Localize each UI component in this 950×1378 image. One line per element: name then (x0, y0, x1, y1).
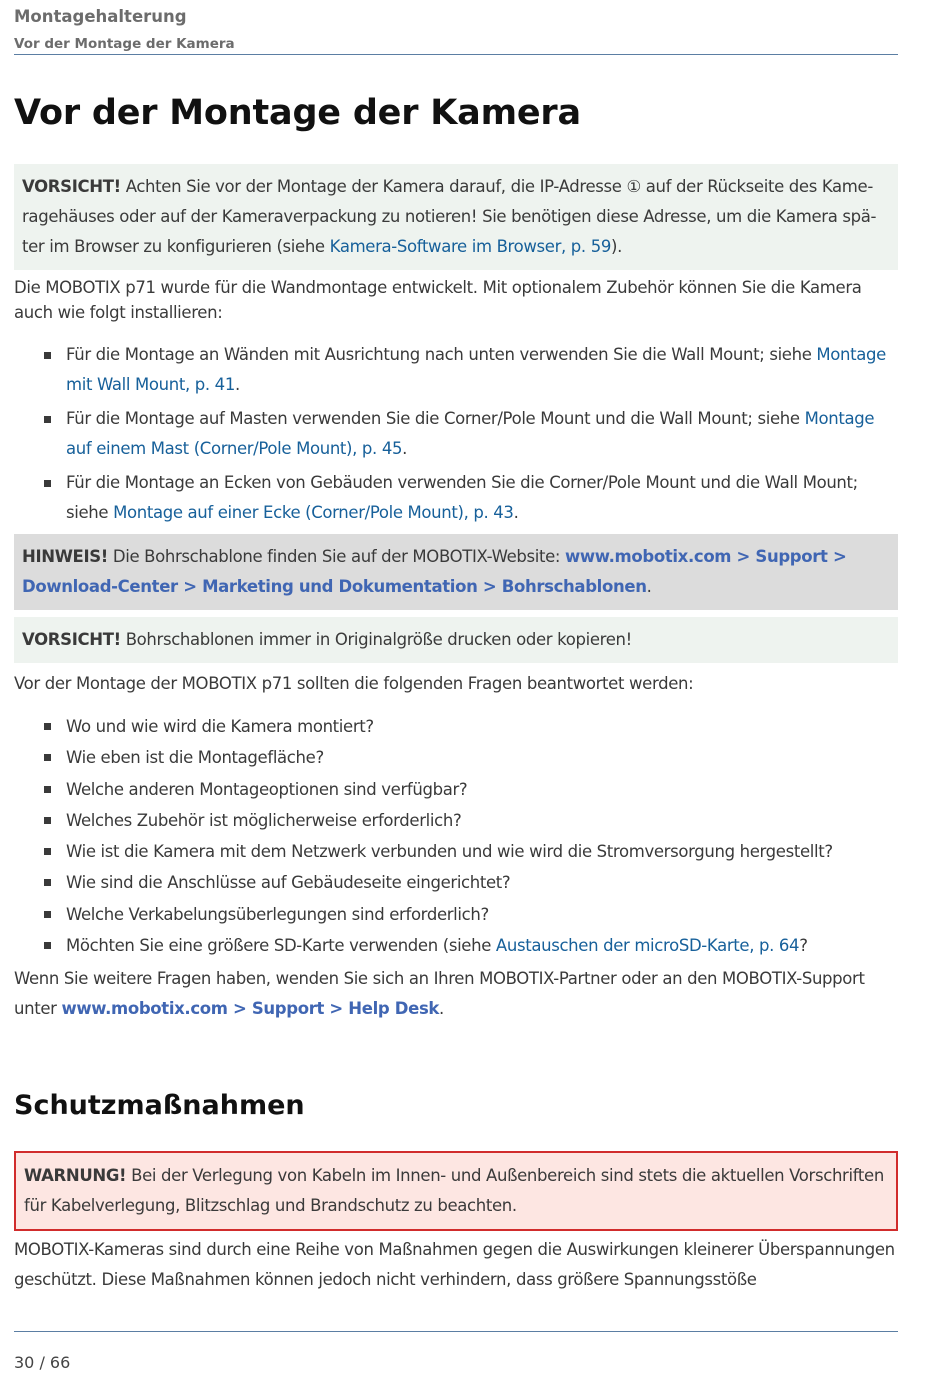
list-item-end: . (513, 503, 519, 522)
note-box-drill-template (14, 534, 898, 610)
list-item-text: Möchten Sie eine größere SD-Karte verwenden (siehe (66, 936, 496, 956)
bullet-icon (44, 786, 51, 793)
header-divider (14, 54, 898, 55)
bullet-icon (44, 723, 51, 730)
running-header-section: Vor der Montage der Kamera (14, 36, 235, 52)
list-item (14, 930, 898, 961)
list-item (14, 742, 898, 773)
mount-options-list (14, 340, 898, 528)
bullet-icon (44, 352, 51, 359)
warning-label: WARNUNG! (24, 1166, 127, 1185)
caution-label: VORSICHT! (22, 177, 121, 196)
list-item (14, 899, 898, 930)
bullet-icon (44, 754, 51, 761)
section-title: Schutzmaßnahmen (14, 1090, 305, 1121)
caution-text-cont: auf der Rückseite des Kameragehäuses oder auf der Kameraverpackung zu notieren! Sie benötigen diese Adresse, um die Kamera später im Browser zu konfigurieren (siehe (22, 177, 877, 256)
bullet-icon (44, 879, 51, 886)
bullet-icon (44, 848, 51, 855)
list-item-text: Wie eben ist die Montagefläche? (66, 748, 324, 768)
note-label: HINWEIS! (22, 547, 108, 566)
note-text: Die Bohrschablone finden Sie auf der MOBOTIX-Website: (107, 547, 566, 566)
list-item-text: Welche Verkabelungsüberlegungen sind erforderlich? (66, 904, 489, 924)
footer-divider (14, 1331, 898, 1332)
list-item (14, 805, 898, 836)
link-corner-mount[interactable]: Montage auf einer Ecke (Corner/Pole Mount), p. 43 (113, 503, 514, 522)
link-drill-template[interactable]: www.mobotix.com > Support > Download-Center > Marketing und Dokumentation > Bohrschablonen (22, 547, 847, 596)
bullet-icon (44, 817, 51, 824)
questions-intro: Vor der Montage der MOBOTIX p71 sollten die folgenden Fragen beantwortet werden: (14, 674, 694, 693)
caution-text: Achten Sie vor der Montage der Kamera darauf, die IP-Adresse (120, 177, 627, 196)
support-text-end: . (439, 999, 444, 1018)
intro-paragraph: Die MOBOTIX p71 wurde für die Wandmontage entwickelt. Mit optionalem Zubehör können Sie die Kamera auch wie folgt installieren: (14, 278, 862, 322)
support-paragraph (14, 964, 898, 1024)
questions-list (14, 711, 898, 961)
page-title: Vor der Montage der Kamera (14, 93, 581, 133)
caution-label: VORSICHT! (22, 630, 121, 649)
list-item-text: Wie ist die Kamera mit dem Netzwerk verbunden und wie wird die Stromversorgung hergestellt? (66, 842, 833, 862)
caution-text-end: ). (611, 237, 622, 256)
list-item (14, 711, 898, 742)
list-item (14, 340, 898, 400)
list-item-text: Welches Zubehör ist möglicherweise erforderlich? (66, 810, 462, 830)
link-pole-mount[interactable]: Montage auf einem Mast (Corner/Pole Mount), p. 45 (66, 409, 875, 458)
list-item-text: Welche anderen Montageoptionen sind verfügbar? (66, 779, 468, 799)
list-item-end: . (234, 375, 240, 394)
link-microsd[interactable]: Austauschen der microSD-Karte, p. 64 (495, 936, 800, 956)
list-item-end: ? (799, 936, 808, 956)
warning-text: Bei der Verlegung von Kabeln im Innen- und Außenbereich sind stets die aktuellen Vorschriften für Kabelverlegung, Blitzschlag und Brandschutz zu beachten. (24, 1166, 884, 1215)
link-kamera-software[interactable]: Kamera-Software im Browser, p. 59 (329, 237, 611, 256)
link-help-desk[interactable]: www.mobotix.com > Support > Help Desk (61, 999, 440, 1018)
note-text-end: . (646, 577, 652, 596)
bullet-icon (44, 942, 51, 949)
link-wall-mount[interactable]: Montage mit Wall Mount, p. 41 (66, 345, 886, 394)
list-item (14, 404, 898, 464)
list-item-text: Für die Montage auf Masten verwenden Sie die Corner/Pole Mount und die Wall Mount; siehe (66, 409, 805, 428)
support-text: Wenn Sie weitere Fragen haben, wenden Sie sich an Ihren MOBOTIX-Partner oder an den MOBOTIX-Support unter (14, 969, 865, 1018)
list-item (14, 774, 898, 805)
running-header-chapter: Montagehalterung (14, 7, 187, 26)
list-item-text: Für die Montage an Wänden mit Ausrichtung nach unten verwenden Sie die Wall Mount; siehe (66, 345, 817, 364)
list-item-text: Wo und wie wird die Kamera montiert? (66, 717, 374, 736)
list-item-text: Wie sind die Anschlüsse auf Gebäudeseite eingerichtet? (66, 873, 511, 893)
warning-box-cabling (14, 1151, 898, 1231)
list-item (14, 468, 898, 528)
bullet-icon (44, 416, 51, 423)
list-item-end: . (402, 439, 408, 458)
list-item (14, 836, 898, 867)
closing-paragraph: MOBOTIX-Kameras sind durch eine Reihe von Maßnahmen gegen die Auswirkungen kleinerer Überspannungen geschützt. Diese Maßnahmen können jedoch nicht verhindern, dass größere Spannungsstöße (14, 1240, 895, 1289)
list-item-text: Für die Montage an Ecken von Gebäuden verwenden Sie die Corner/Pole Mount und die Wall Mount; siehe (66, 473, 858, 522)
caution-text: Bohrschablonen immer in Originalgröße drucken oder kopieren! (120, 630, 632, 649)
caution-box-ip-address (14, 164, 898, 270)
page-number: 30 / 66 (14, 1353, 71, 1372)
caution-box-print-size (14, 617, 898, 663)
list-item (14, 867, 898, 898)
bullet-icon (44, 911, 51, 918)
bullet-icon (44, 480, 51, 487)
callout-number-icon: ① (626, 177, 641, 196)
